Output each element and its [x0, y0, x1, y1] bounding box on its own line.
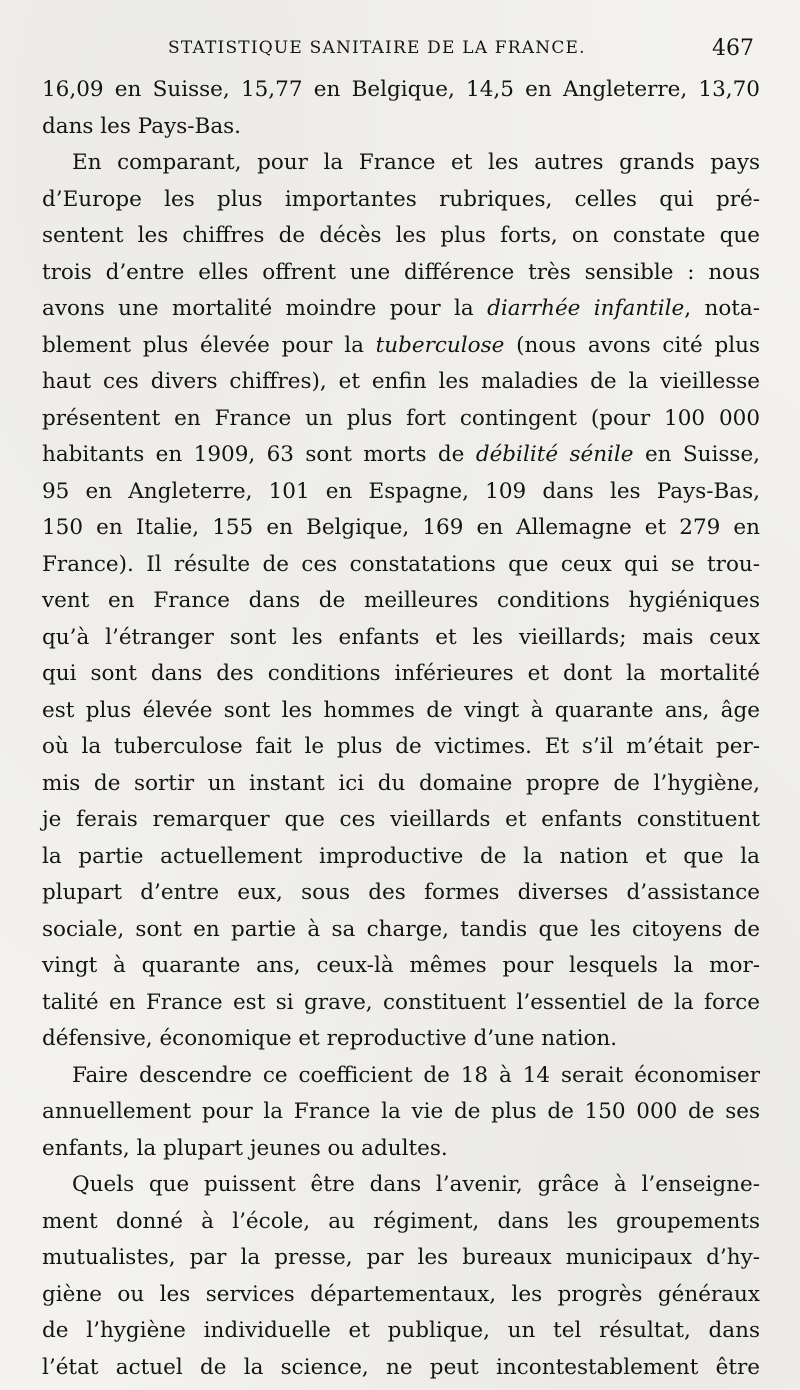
text-line: mutualistes, par la presse, par les bureaux municipaux d’hy-: [42, 1245, 760, 1270]
italic-phrase: débilité sénile: [475, 442, 634, 467]
text-line: Faire descendre ce coefficient de 18 à 14 serait économiser: [72, 1062, 760, 1088]
text-line: de l’hygiène individuelle et publique, un tel résultat, dans: [42, 1318, 760, 1343]
italic-phrase: tuberculose: [375, 332, 505, 358]
text-line: qui sont dans des conditions inférieures et dont la mortalité: [42, 661, 760, 686]
text-line: En comparant, pour la France et les autres grands pays: [72, 150, 760, 175]
text-line: d’Europe les plus importantes rubriques, celles qui pré-: [42, 186, 760, 212]
text-line: où la tuberculose fait le plus de victimes. Et s’il m’était per-: [42, 734, 760, 759]
page-header: [0, 36, 800, 68]
text-line: haut ces divers chiffres), et enfin les maladies de la vieillesse: [42, 369, 760, 394]
text-line: je ferais remarquer que ces vieillards et enfants constituent: [42, 807, 760, 832]
text-line: est plus élevée sont les hommes de vingt à quarante ans, âge: [42, 697, 760, 723]
text-line: 150 en Italie, 155 en Belgique, 169 en Allemagne et 279 en: [42, 515, 760, 540]
text-line: plupart d’entre eux, sous des formes diverses d’assistance: [42, 880, 760, 905]
text-line: blement plus élevée pour la tuberculose (nous avons cité plus: [42, 332, 760, 358]
text-line: sociale, sont en partie à sa charge, tandis que les citoyens de: [42, 916, 760, 942]
text-line: trois d’entre elles offrent une différence très sensible : nous: [42, 259, 760, 285]
text-line: présentent en France un plus fort contingent (pour 100 000: [42, 405, 760, 431]
text-line: Quels que puissent être dans l’avenir, grâce à l’enseigne-: [72, 1172, 760, 1197]
text-line: ment donné à l’école, au régiment, dans les groupements: [42, 1208, 760, 1234]
text-line: 95 en Angleterre, 101 en Espagne, 109 dans les Pays-Bas,: [42, 478, 760, 504]
text-line: avons une mortalité moindre pour la diarrhée infantile, nota-: [42, 296, 761, 321]
text-line: sentent les chiffres de décès les plus forts, on constate que: [42, 223, 760, 248]
page-number: 467: [712, 36, 754, 61]
text-line: enfants, la plupart jeunes ou adultes.: [42, 1135, 448, 1161]
text-line: France). Il résulte de ces constatations que ceux qui se trou-: [42, 551, 760, 577]
text-line: l’état actuel de la science, ne peut incontestablement être: [42, 1354, 760, 1380]
text-line: annuellement pour la France la vie de plus de 150 000 de ses: [42, 1099, 760, 1124]
italic-phrase: diarrhée infantile: [487, 296, 685, 321]
running-head: STATISTIQUE SANITAIRE DE LA FRANCE.: [168, 38, 586, 58]
text-line: giène ou les services départementaux, les progrès généraux: [42, 1281, 760, 1307]
text-line: vent en France dans de meilleures conditions hygiéniques: [42, 588, 760, 613]
text-line: mis de sortir un instant ici du domaine propre de l’hygiène,: [42, 770, 760, 796]
text-line: qu’à l’étranger sont les enfants et les vieillards; mais ceux: [42, 624, 760, 650]
text-line: 16,09 en Suisse, 15,77 en Belgique, 14,5 en Angleterre, 13,70: [42, 77, 760, 102]
text-line: défensive, économique et reproductive d’une nation.: [42, 1026, 618, 1051]
text-line: vingt à quarante ans, ceux-là mêmes pour lesquels la mor-: [42, 953, 760, 978]
text-line: talité en France est si grave, constituent l’essentiel de la force: [42, 989, 760, 1015]
text-line: dans les Pays-Bas.: [42, 113, 242, 139]
text-line: habitants en 1909, 63 sont morts de débilité sénile en Suisse,: [42, 442, 760, 467]
text-line: la partie actuellement improductive de la nation et que la: [42, 843, 760, 869]
body-text: [42, 72, 760, 1386]
